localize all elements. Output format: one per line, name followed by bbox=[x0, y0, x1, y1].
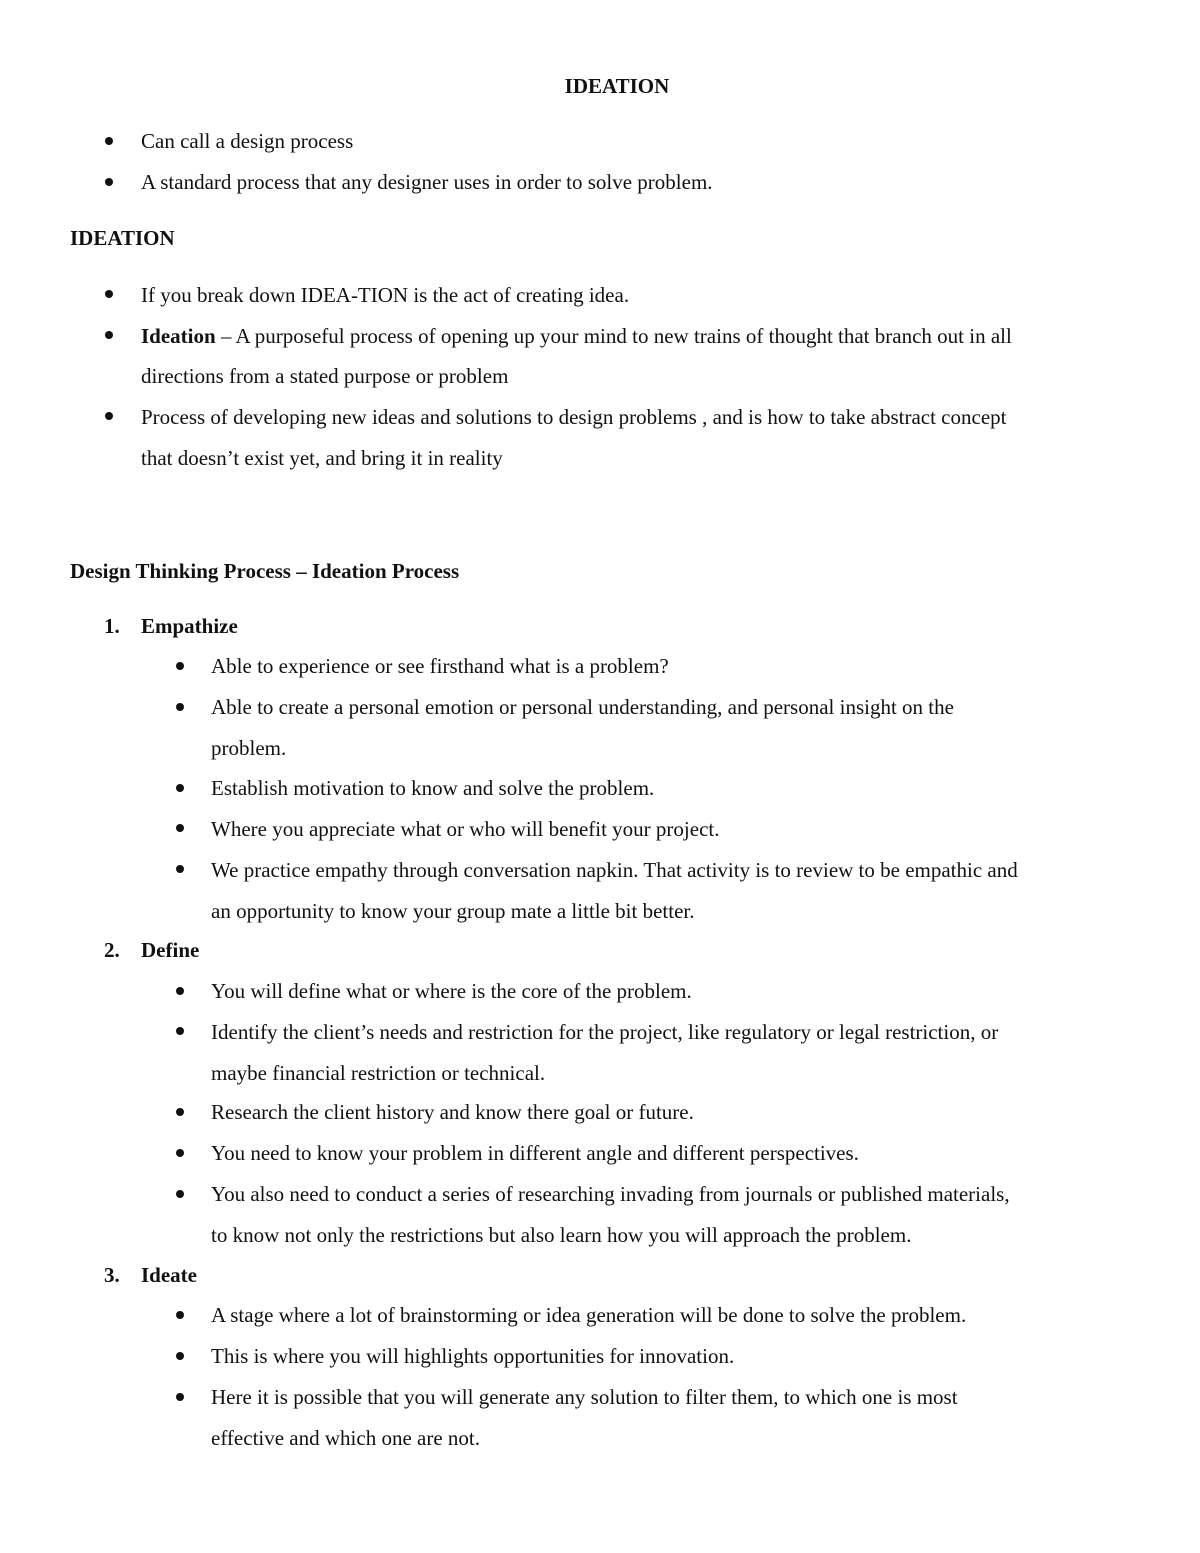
ideation-bullet-2 bbox=[141, 322, 1012, 350]
list-item-cont: effective and which one are not. bbox=[211, 1426, 480, 1450]
bullet-icon bbox=[176, 662, 184, 670]
ideation-bullet-1: If you break down IDEA-TION is the act of creating idea. bbox=[141, 283, 630, 307]
bullet-icon bbox=[176, 1190, 184, 1198]
list-item: Here it is possible that you will generate any solution to filter them, to which one is most bbox=[211, 1385, 958, 1409]
ideation-bullet-3: Process of developing new ideas and solutions to design problems , and is how to take abstract concept bbox=[141, 405, 1007, 429]
ideation-definition: – A purposeful process of opening up your mind to new trains of thought that branch out in all bbox=[215, 324, 1012, 348]
bullet-icon bbox=[105, 412, 113, 420]
bullet-icon bbox=[176, 784, 184, 792]
section-heading-ideation: IDEATION bbox=[70, 226, 175, 250]
page-title: IDEATION bbox=[564, 74, 670, 98]
bullet-icon bbox=[176, 703, 184, 711]
step-title-define: Define bbox=[141, 938, 200, 962]
step-number: 1. bbox=[104, 614, 120, 638]
list-item-cont: an opportunity to know your group mate a little bit better. bbox=[211, 899, 695, 923]
list-item: Research the client history and know there goal or future. bbox=[211, 1100, 694, 1124]
bullet-icon bbox=[176, 1149, 184, 1157]
step-title-empathize: Empathize bbox=[141, 614, 238, 638]
list-item: Identify the client’s needs and restriction for the project, like regulatory or legal restriction, or bbox=[211, 1020, 999, 1044]
list-item: You will define what or where is the core of the problem. bbox=[211, 979, 692, 1003]
list-item-cont: maybe financial restriction or technical. bbox=[211, 1061, 546, 1085]
list-item: Able to experience or see firsthand what is a problem? bbox=[211, 654, 669, 678]
list-item: You also need to conduct a series of researching invading from journals or published materials, bbox=[211, 1182, 1010, 1206]
list-item: Able to create a personal emotion or personal understanding, and personal insight on the bbox=[211, 695, 954, 719]
ideation-bullet-2-cont: directions from a stated purpose or problem bbox=[141, 364, 509, 388]
intro-bullet-2: A standard process that any designer uses in order to solve problem. bbox=[141, 170, 713, 194]
bullet-icon bbox=[176, 1027, 184, 1035]
list-item: A stage where a lot of brainstorming or idea generation will be done to solve the problem. bbox=[211, 1303, 967, 1327]
bullet-icon bbox=[105, 178, 113, 186]
bullet-icon bbox=[176, 1393, 184, 1401]
list-item: We practice empathy through conversation napkin. That activity is to review to be empathic and bbox=[211, 858, 1018, 882]
list-item-cont: to know not only the restrictions but also learn how you will approach the problem. bbox=[211, 1223, 912, 1247]
list-item: This is where you will highlights opportunities for innovation. bbox=[211, 1344, 735, 1368]
step-number: 2. bbox=[104, 938, 120, 962]
step-number: 3. bbox=[104, 1263, 120, 1287]
bullet-icon bbox=[176, 1108, 184, 1116]
ideation-bullet-3-cont: that doesn’t exist yet, and bring it in reality bbox=[141, 446, 503, 470]
list-item: Where you appreciate what or who will benefit your project. bbox=[211, 817, 720, 841]
bullet-icon bbox=[105, 137, 113, 145]
list-item: You need to know your problem in different angle and different perspectives. bbox=[211, 1141, 859, 1165]
bullet-icon bbox=[105, 331, 113, 339]
bullet-icon bbox=[176, 865, 184, 873]
bullet-icon bbox=[176, 1311, 184, 1319]
ideation-term: Ideation bbox=[141, 324, 216, 348]
bullet-icon bbox=[176, 824, 184, 832]
step-title-ideate: Ideate bbox=[141, 1263, 197, 1287]
list-item: Establish motivation to know and solve the problem. bbox=[211, 776, 655, 800]
list-item-cont: problem. bbox=[211, 736, 287, 760]
process-heading: Design Thinking Process – Ideation Process bbox=[70, 559, 460, 583]
bullet-icon bbox=[176, 1352, 184, 1360]
bullet-icon bbox=[176, 987, 184, 995]
bullet-icon bbox=[105, 290, 113, 298]
intro-bullet-1: Can call a design process bbox=[141, 129, 354, 153]
